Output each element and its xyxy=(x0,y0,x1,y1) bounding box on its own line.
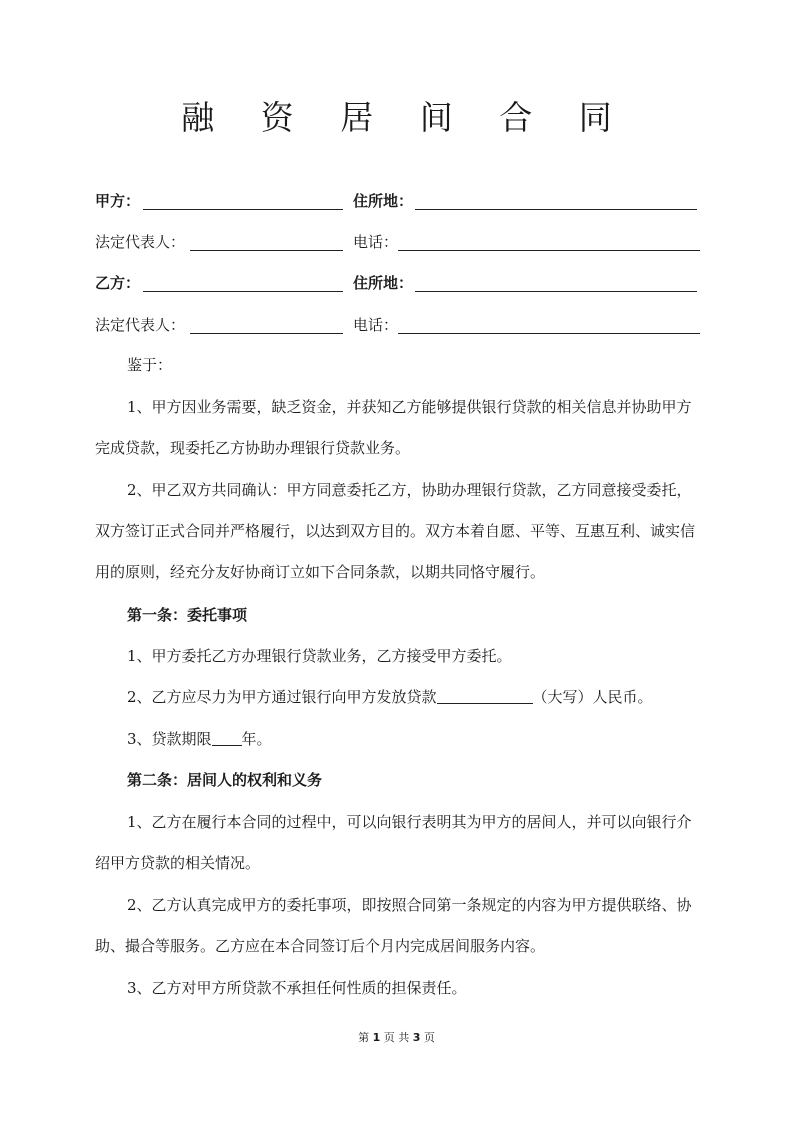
loan-amount-blank xyxy=(437,687,533,704)
party-b-name-blank xyxy=(143,291,343,292)
party-b-address-label: 住所地： xyxy=(353,274,414,292)
party-a-address-blank xyxy=(415,209,697,210)
party-a-address-label: 住所地： xyxy=(353,192,414,210)
article-2-clause-2: 2、乙方认真完成甲方的委托事项，即按照合同第一条规定的内容为甲方提供联络、协助、撮合等服务。乙方应在本合同签订后个月内完成居间服务内容。 xyxy=(95,896,692,955)
party-b-row xyxy=(95,272,700,298)
article-1-clause-3-suffix: 年。 xyxy=(241,730,272,748)
article-2-heading: 第二条：居间人的权利和义务 xyxy=(127,771,323,789)
article-1-clause-3-text: 3、贷款期限 xyxy=(127,730,212,748)
footer-middle: 页 共 xyxy=(383,1031,410,1044)
article-2-clause-1: 1、乙方在履行本合同的过程中，可以向银行表明其为甲方的居间人，并可以向银行介绍甲方贷款的相关情况。 xyxy=(95,813,692,872)
party-b-address-blank xyxy=(415,291,697,292)
party-b-phone-blank xyxy=(398,333,700,334)
party-b-rep-label: 法定代表人： xyxy=(95,316,186,334)
footer-suffix: 页 xyxy=(423,1031,435,1044)
footer-current-page: 1 xyxy=(372,1031,381,1044)
party-b-rep-row xyxy=(95,314,700,340)
party-b-label: 乙方： xyxy=(95,274,141,292)
whereas-heading: 鉴于： xyxy=(127,356,173,374)
article-2-clause-3: 3、乙方对甲方所贷款不承担任何性质的担保责任。 xyxy=(127,979,467,997)
party-a-row xyxy=(95,190,700,216)
article-1-heading: 第一条：委托事项 xyxy=(127,606,248,624)
party-a-rep-label: 法定代表人： xyxy=(95,233,186,251)
party-a-phone-label: 电话： xyxy=(353,233,399,251)
whereas-clause-1: 1、甲方因业务需要，缺乏资金，并获知乙方能够提供银行贷款的相关信息并协助甲方完成贷款，现委托乙方协助办理银行贷款业务。 xyxy=(95,398,692,457)
article-1-clause-3 xyxy=(95,719,700,760)
document-title: 融 资 居 间 合 同 xyxy=(181,98,630,137)
party-a-rep-row xyxy=(95,231,700,257)
article-1-clause-2-suffix: （大写）人民币。 xyxy=(532,688,653,706)
party-a-label: 甲方： xyxy=(95,192,141,210)
party-b-phone-label: 电话： xyxy=(353,316,399,334)
party-a-rep-blank xyxy=(190,250,343,251)
article-1-clause-1: 1、甲方委托乙方办理银行贷款业务，乙方接受甲方委托。 xyxy=(127,647,512,665)
whereas-clause-2: 2、甲乙双方共同确认：甲方同意委托乙方，协助办理银行贷款，乙方同意接受委托，双方签订正式合同并严格履行，以达到双方目的。双方本着自愿、平等、互惠互利、诚实信用的原则，经充分友好协商订立如下合同条款，以期共同恪守履行。 xyxy=(95,481,696,581)
footer-total-pages: 3 xyxy=(412,1031,421,1044)
party-b-rep-blank xyxy=(190,333,343,334)
footer-prefix: 第 xyxy=(358,1031,370,1044)
article-1-clause-2-text: 2、乙方应尽力为甲方通过银行向甲方发放贷款 xyxy=(127,688,437,706)
article-1-clause-2 xyxy=(95,677,700,718)
party-a-name-blank xyxy=(143,209,343,210)
party-a-phone-blank xyxy=(398,250,700,251)
page-footer xyxy=(0,1029,793,1045)
loan-term-blank xyxy=(212,729,242,746)
